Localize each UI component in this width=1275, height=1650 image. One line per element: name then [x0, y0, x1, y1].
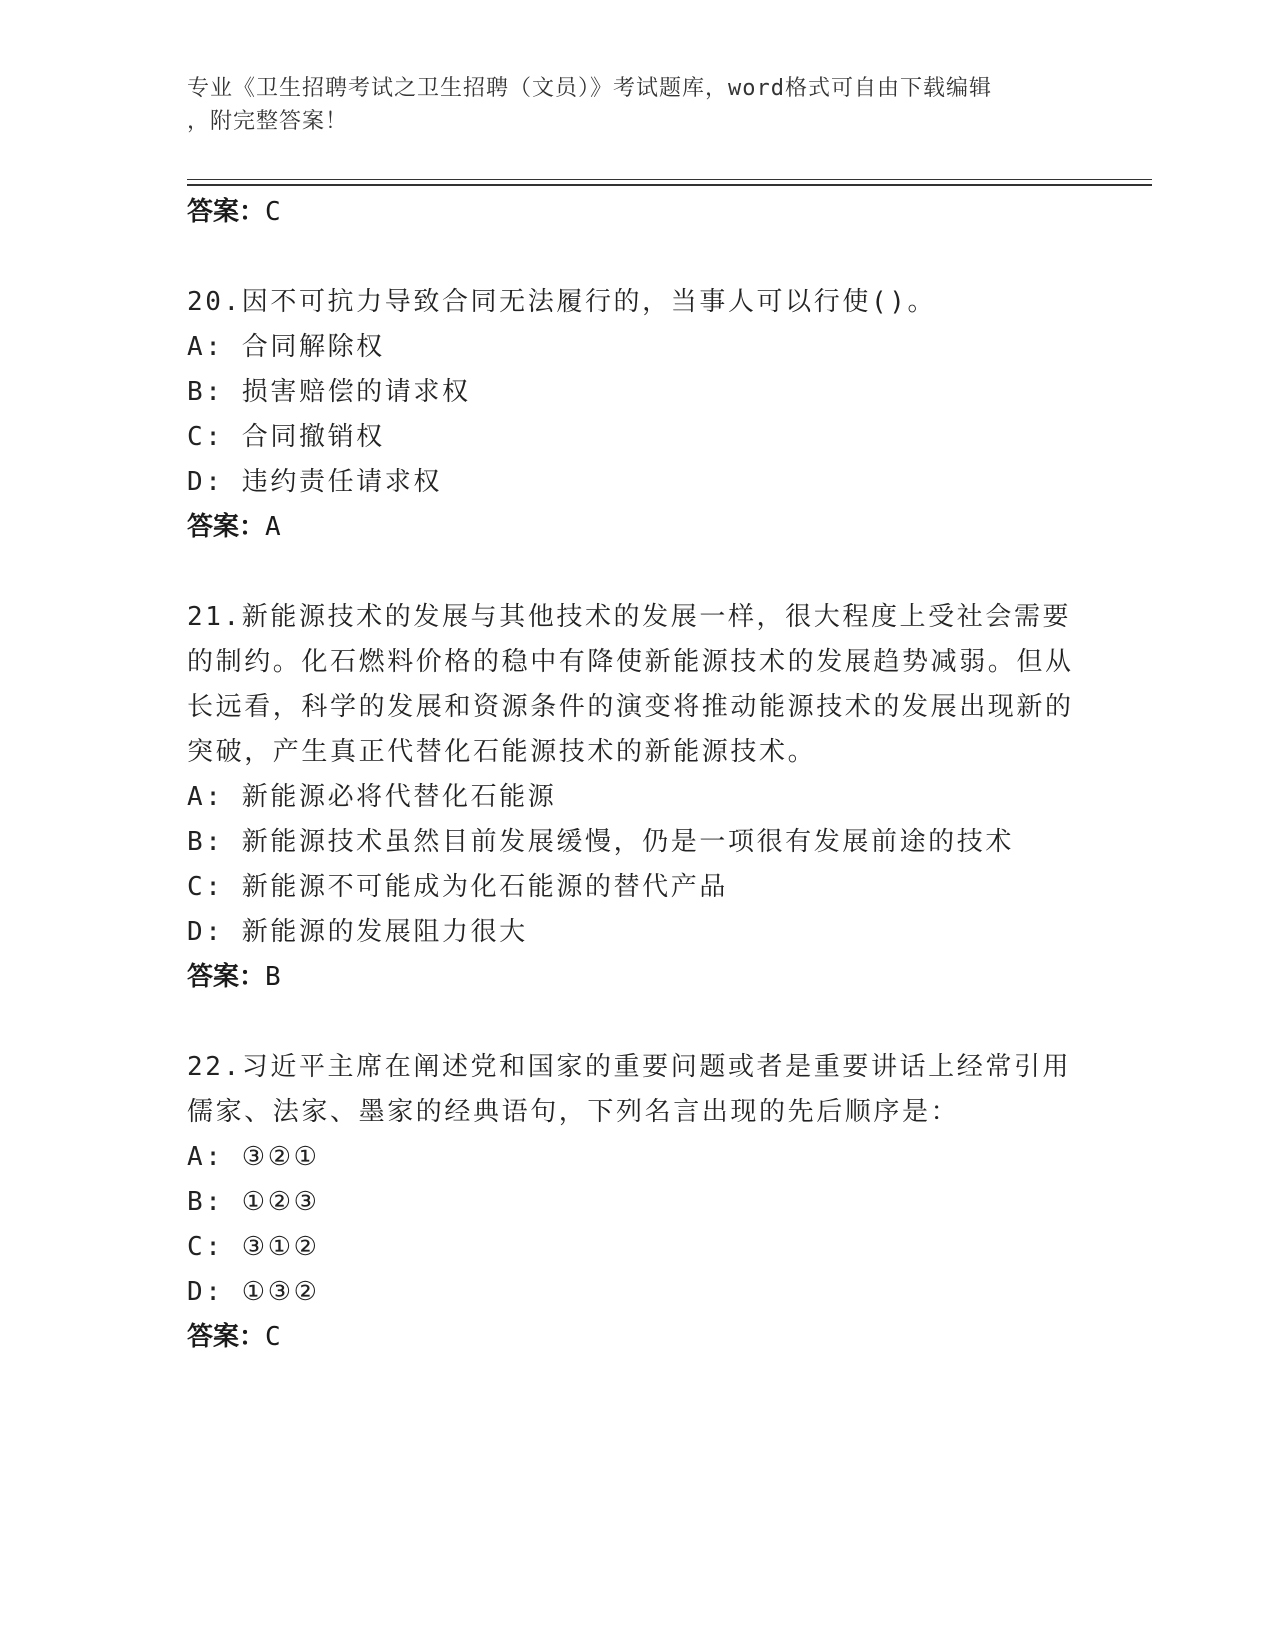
answer-value: C	[265, 197, 281, 227]
question-text: 22.习近平主席在阐述党和国家的重要问题或者是重要讲话上经常引用儒家、法家、墨家的经典语句，下列名言出现的先后顺序是：	[187, 1052, 1072, 1127]
option-text: 合同撤销权	[241, 422, 385, 452]
answer-label: 答案：	[187, 962, 266, 992]
option-text: 新能源必将代替化石能源	[241, 782, 557, 812]
option-text: 违约责任请求权	[241, 467, 442, 497]
option-text: ①②③	[241, 1187, 320, 1217]
answer-line	[187, 1315, 1087, 1360]
option-text: 合同解除权	[241, 332, 385, 362]
header-line-1: 专业《卫生招聘考试之卫生招聘（文员）》考试题库，word格式可自由下载编辑	[187, 76, 992, 101]
option-letter: B:	[187, 377, 224, 407]
header-line-2: ，附完整答案！	[187, 109, 349, 134]
option-text: 新能源技术虽然目前发展缓慢，仍是一项很有发展前途的技术	[241, 827, 1014, 857]
answer-label: 答案：	[187, 512, 266, 542]
option-a	[187, 775, 1087, 820]
answer-value: C	[265, 1322, 281, 1352]
answer-line	[187, 505, 1087, 550]
option-letter: D:	[187, 467, 224, 497]
option-b	[187, 820, 1087, 865]
option-letter: C:	[187, 872, 224, 902]
option-b	[187, 1180, 1087, 1225]
option-letter: C:	[187, 1232, 224, 1262]
option-letter: C:	[187, 422, 224, 452]
option-letter: D:	[187, 1277, 224, 1307]
answer-value: A	[265, 512, 281, 542]
question-text: 21.新能源技术的发展与其他技术的发展一样，很大程度上受社会需要的制约。化石燃料价格的稳中有降使新能源技术的发展趋势减弱。但从长远看，科学的发展和资源条件的演变将推动能源技术的发展出现新的突破，产生真正代替化石能源技术的新能源技术。	[187, 602, 1074, 767]
answer-line	[187, 955, 1087, 1000]
option-text: 新能源的发展阻力很大	[241, 917, 528, 947]
answer-line	[187, 190, 1087, 235]
option-text: ①③②	[241, 1277, 320, 1307]
option-letter: B:	[187, 827, 224, 857]
option-d	[187, 1270, 1087, 1315]
option-d	[187, 910, 1087, 955]
option-b	[187, 370, 1087, 415]
option-text: ③②①	[241, 1142, 320, 1172]
header-divider-thick	[187, 184, 1152, 186]
question-list	[187, 190, 1087, 1360]
option-d	[187, 460, 1087, 505]
option-letter: B:	[187, 1187, 224, 1217]
option-letter: D:	[187, 917, 224, 947]
option-text: 损害赔偿的请求权	[241, 377, 471, 407]
document-header	[187, 72, 1067, 138]
option-letter: A:	[187, 782, 224, 812]
option-a	[187, 1135, 1087, 1180]
question-20	[187, 280, 1087, 550]
answer-label: 答案：	[187, 197, 266, 227]
option-letter: A:	[187, 1142, 224, 1172]
header-divider-thin	[187, 179, 1152, 180]
option-text: ③①②	[241, 1232, 320, 1262]
option-a	[187, 325, 1087, 370]
option-letter: A:	[187, 332, 224, 362]
question-22	[187, 1045, 1087, 1360]
option-text: 新能源不可能成为化石能源的替代产品	[241, 872, 728, 902]
option-c	[187, 415, 1087, 460]
question-21	[187, 595, 1087, 1000]
question-text: 20.因不可抗力导致合同无法履行的，当事人可以行使()。	[187, 287, 937, 317]
answer-label: 答案：	[187, 1322, 266, 1352]
option-c	[187, 1225, 1087, 1270]
answer-value: B	[265, 962, 281, 992]
option-c	[187, 865, 1087, 910]
